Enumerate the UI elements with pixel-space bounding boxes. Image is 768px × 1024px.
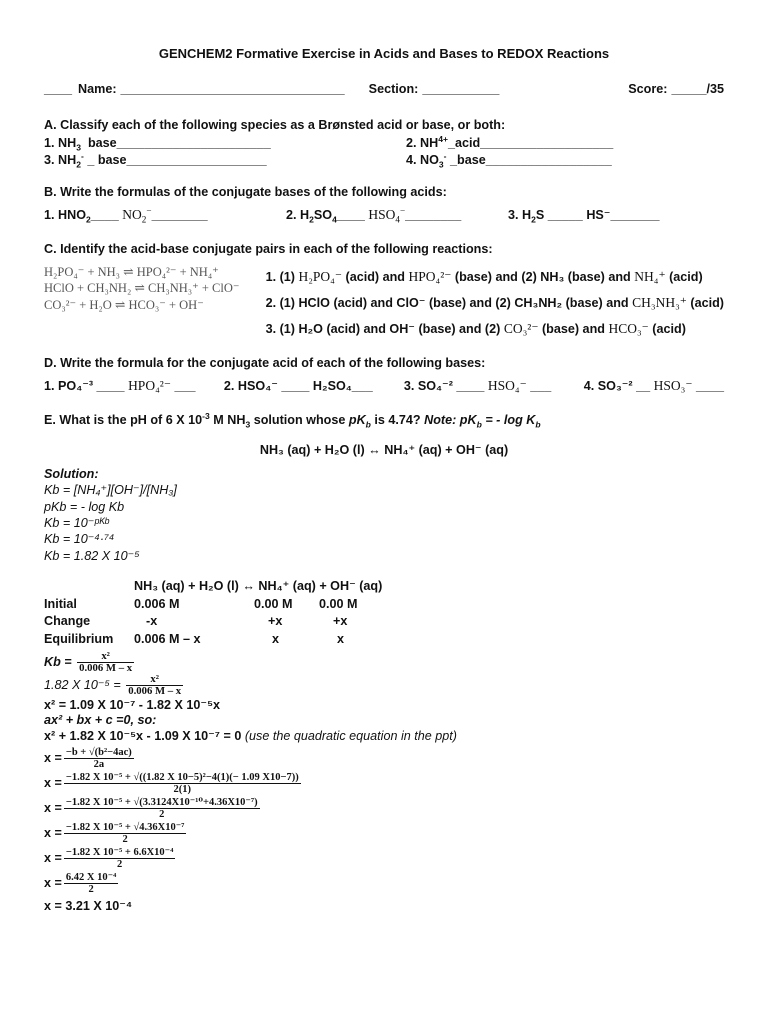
c3-text-2: (acid): [648, 322, 686, 337]
section-label: Section:: [368, 82, 419, 97]
quad-num-1: −b + √(b²−4ac): [65, 746, 132, 758]
ice-row-change: [44, 613, 724, 631]
kb-value-fraction: [126, 674, 183, 697]
reaction-equation: NH₃ (aq) + H₂O (l) ↔ NH₄⁺ (aq) + OH⁻ (aq): [259, 442, 509, 457]
section-a-heading: A. Classify each of the following species as a Brønsted acid or base, or both:: [44, 117, 506, 132]
b3-tail: _______: [610, 207, 660, 222]
x-eq: x =: [44, 750, 62, 765]
b2-answer-sub: 4: [395, 214, 400, 225]
d3-text: 3. SO₄⁻² ____: [403, 379, 485, 394]
ice-table: [44, 578, 724, 649]
q4-sup: -: [443, 151, 447, 162]
d3-tail: ___: [526, 379, 552, 394]
section-a-q1: [44, 136, 406, 152]
quad-fraction-3: [64, 797, 260, 820]
section-a-q4: [406, 153, 612, 169]
e-heading-a: E. What is the pH of 6 X 10: [44, 413, 203, 428]
section-c-body: [44, 264, 724, 343]
b2-line: ____: [336, 207, 365, 222]
q4-sub: 3: [438, 159, 444, 170]
quad-num-6: 6.42 X 10⁻⁴: [65, 871, 117, 883]
b1-sub: 2: [86, 214, 91, 225]
x-squared-line: x² = 1.09 X 10⁻⁷ - 1.82 X 10⁻⁵x: [44, 697, 220, 712]
q3-label: 3. NH: [44, 153, 77, 168]
q1-label: 1. NH: [44, 135, 77, 150]
ice-header: NH₃ (aq) + H₂O (l) ↔ NH₄⁺ (aq) + OH⁻ (aq): [134, 579, 383, 594]
step-4: Kb = 10⁻⁴·⁷⁴: [44, 532, 115, 547]
kb-value-denominator: 0.006 M – x: [128, 685, 182, 698]
e-heading-b: M NH: [209, 413, 246, 428]
x-eq: x =: [44, 800, 62, 815]
reaction-3: CO₃²⁻ + H₂O ⇌ HCO₃⁻ + OH⁻: [44, 298, 204, 313]
section-d-q4: [584, 378, 724, 395]
quad-num-5: −1.82 X 10⁻⁵ + 6.6X10⁻⁴: [65, 846, 174, 858]
quad-fraction-5: [64, 847, 176, 870]
score-label: Score:: [628, 82, 668, 97]
name-label: Name:: [78, 82, 117, 97]
solution-label: Solution:: [44, 466, 99, 481]
q3-answer: _ base____________________: [87, 153, 267, 168]
section-c-heading: C. Identify the acid-base conjugate pairs in each of the following reactions:: [44, 241, 493, 256]
e-heading-d: is 4.74?: [370, 413, 425, 428]
e-heading-pk-sub: b: [365, 419, 371, 430]
ice-cell: +x: [268, 614, 283, 629]
step-3: Kb = 10⁻ᵖᴷᵇ: [44, 516, 109, 530]
section-d-q2: 2. HSO₄⁻ ____ H₂SO₄___: [223, 379, 373, 394]
step-2: pKb = - log Kb: [44, 499, 125, 514]
c1-species-3: NH₄⁺: [634, 268, 666, 284]
q2-sup: 4+: [438, 133, 448, 144]
b2-answer-sup: −: [399, 205, 406, 216]
c3-species-1: CO₃²⁻: [503, 321, 539, 337]
b1-answer: [122, 205, 152, 225]
quad-den-2: 2(1): [173, 783, 192, 795]
ice-label: Equilibrium: [44, 631, 114, 646]
c1-species-2: HPO₄²⁻: [408, 268, 452, 284]
solution-steps: [44, 482, 724, 564]
e-heading-pk: pK: [348, 413, 366, 428]
b1-text: 1. HNO: [44, 207, 86, 222]
q4-answer: _base__________________: [450, 153, 612, 168]
c1-text-2: (base) and (2) NH₃ (base) and: [451, 269, 635, 284]
ice-cell: x: [337, 631, 345, 646]
name-field[interactable]: ________________________________: [120, 82, 345, 97]
quadratic-note: (use the quadratic equation in the ppt): [241, 728, 457, 743]
kb-value-lhs: 1.82 X 10⁻⁵ =: [44, 678, 121, 693]
quad-den-3: 2: [159, 808, 165, 820]
quad-step-6: [44, 872, 724, 895]
step-5: Kb = 1.82 X 10⁻⁵: [44, 548, 140, 563]
ice-cell: x: [272, 631, 280, 646]
quad-den-4: 2: [122, 833, 128, 845]
b3-answer: HS⁻: [586, 207, 611, 222]
quad-fraction-2: [64, 772, 301, 795]
c1-text-3: (acid): [665, 269, 703, 284]
b1-tail: ________: [151, 207, 208, 222]
quad-step-1: [44, 747, 724, 770]
d4-text: 4. SO₃⁻² __: [583, 379, 651, 394]
e-heading-c: solution whose: [250, 413, 349, 428]
section-d-q3: [404, 378, 584, 395]
section-a-q2: [406, 133, 614, 152]
c1-text-1: (acid) and: [342, 269, 409, 284]
kb-fraction: [77, 651, 134, 674]
b1-answer-sup: −: [146, 205, 152, 216]
step-1: Kb = [NH₄⁺][OH⁻]/[NH₃]: [44, 483, 177, 498]
q1-answer: base______________________: [87, 135, 271, 150]
section-field[interactable]: ___________: [422, 82, 500, 97]
x-eq: x =: [44, 875, 62, 890]
q4-label: 4. NO: [406, 153, 439, 168]
b3-text: 3. H: [508, 207, 532, 222]
b2-sub1: 2: [309, 214, 314, 225]
kb-denominator: 0.006 M – x: [79, 661, 133, 674]
standard-form: ax² + bx + c =0, so:: [44, 713, 157, 728]
final-answer: x = 3.21 X 10⁻⁴: [44, 898, 133, 913]
kb-expression: [44, 651, 724, 674]
ice-cell: 0.00 M: [254, 596, 293, 611]
b2-sub2: 4: [332, 214, 337, 225]
b1-answer-base: NO: [122, 206, 142, 222]
e-heading-exp: -3: [202, 410, 210, 421]
c3-text: 3. (1) H₂O (acid) and OH⁻ (base) and (2): [265, 322, 504, 337]
d4-tail: ____: [692, 379, 724, 394]
x-eq: x =: [44, 825, 62, 840]
quad-den-6: 2: [88, 883, 94, 895]
ice-cell: 0.006 M: [134, 596, 180, 611]
quad-num-3: −1.82 X 10⁻⁵ + √(3.3124X10⁻¹⁰+4.36X10⁻⁷): [65, 796, 258, 808]
header-row: [44, 82, 724, 98]
section-a-row-2: [44, 153, 724, 169]
reaction-list: [44, 264, 266, 315]
quadratic-steps: [44, 747, 724, 895]
e-heading-sub: 3: [245, 419, 251, 430]
x-eq: x =: [44, 775, 62, 790]
d4-answer: HSO₃⁻: [653, 378, 693, 394]
q2-answer: _acid___________________: [447, 135, 614, 150]
x-eq: x =: [44, 850, 62, 865]
kb-value-numerator: x²: [126, 674, 183, 686]
reaction-1: H₂PO₄⁻ + NH₃ ⇌ HPO₄²⁻ + NH₄⁺: [44, 264, 219, 279]
q1-sub: 3: [76, 142, 81, 153]
ice-cell: 0.006 M – x: [134, 631, 201, 646]
section-b-q1: [44, 207, 286, 224]
b3-text-b: S: [535, 207, 545, 222]
q2-label: 2. NH: [406, 135, 439, 150]
reaction-2: HClO + CH₃NH₂ ⇌ CH₃NH₃⁺ + ClO⁻: [44, 281, 240, 296]
section-b-q2: [286, 207, 508, 224]
b2-answer: [368, 205, 406, 225]
d3-answer: HSO₄⁻: [487, 378, 527, 394]
section-b-q3: [508, 208, 660, 224]
kb-numerator: x²: [77, 651, 134, 663]
q3-sup: -: [80, 151, 84, 162]
e-heading-note: Note: pK: [424, 413, 477, 428]
c3-text-1: (base) and: [538, 322, 609, 337]
pair-answers: [266, 264, 724, 343]
e-heading-note-tail: = - log K: [481, 413, 536, 428]
b3-sub: 2: [531, 214, 536, 225]
section-b-row: [44, 207, 724, 224]
section-b-heading: B. Write the formulas of the conjugate bases of the following acids:: [44, 185, 447, 200]
quad-step-5: [44, 847, 724, 870]
section-d-row: [44, 378, 724, 395]
e-heading-note-sub2: b: [535, 419, 541, 430]
kb-lhs: Kb =: [44, 654, 72, 669]
quad-den-5: 2: [116, 858, 123, 870]
c1-num: 1. (1): [265, 269, 299, 284]
c1-species-1: H₂PO₄⁻: [298, 268, 343, 284]
pair-answer-3: [266, 316, 724, 342]
quadratic-equation: x² + 1.82 X 10⁻⁵x - 1.09 X 10⁻⁷ = 0: [44, 728, 242, 743]
section-a-row-1: [44, 133, 724, 153]
ice-label: Change: [44, 614, 91, 629]
worksheet-title: GENCHEM2 Formative Exercise in Acids and Bases to REDOX Reactions: [158, 46, 610, 61]
score-field[interactable]: _____/35: [671, 82, 724, 97]
b1-line: ____: [90, 207, 119, 222]
b2-text: 2. H: [286, 207, 310, 222]
ice-cell: +x: [333, 614, 348, 629]
ice-cell: 0.00 M: [319, 596, 358, 611]
kb-value-expression: [44, 674, 724, 697]
section-d-q1: [44, 378, 224, 395]
b3-line: _____: [547, 207, 583, 222]
ice-row-initial: [44, 596, 724, 614]
d1-text: 1. PO₄⁻³ ____: [44, 379, 125, 394]
quad-num-4: −1.82 X 10⁻⁵ + √4.36X10⁻⁷: [65, 821, 185, 833]
quad-step-4: [44, 822, 724, 845]
b2-text-b: SO: [313, 207, 333, 222]
c2-text-1: (acid): [686, 295, 724, 310]
e-heading-note-sub: b: [476, 419, 482, 430]
pair-answer-1: [266, 264, 724, 290]
q3-sub: 2: [76, 159, 81, 170]
b1-answer-sub: 2: [141, 214, 147, 225]
quad-fraction-1: [64, 747, 134, 770]
ice-label: Initial: [44, 596, 77, 611]
ice-cell: -x: [146, 614, 158, 629]
b2-answer-base: HSO: [368, 206, 396, 222]
quadratic-line: [44, 729, 724, 745]
quad-num-2: −1.82 X 10⁻⁵ + √((1.82 X 10−5)²−4(1)(− 1.09 X10−7)): [65, 771, 299, 783]
ice-row-equilibrium: [44, 631, 724, 649]
section-e-heading: [44, 410, 724, 430]
quad-fraction-6: [64, 872, 118, 895]
quad-den-1: 2a: [93, 758, 105, 770]
blank-line: ____: [44, 82, 73, 97]
quad-step-2: [44, 772, 724, 795]
section-a-q3: [44, 153, 406, 169]
section-d-heading: D. Write the formula for the conjugate acid of each of the following bases:: [44, 356, 486, 371]
d1-tail: ___: [170, 379, 196, 394]
b2-tail: ________: [405, 207, 462, 222]
d1-answer: HPO₄²⁻: [128, 378, 171, 394]
c2-species-1: CH₃NH₃⁺: [632, 294, 687, 310]
c2-text: 2. (1) HClO (acid) and ClO⁻ (base) and (2) CH₃NH₂ (base) and: [265, 295, 633, 310]
quad-fraction-4: [64, 822, 187, 845]
c3-species-2: HCO₃⁻: [608, 321, 649, 337]
pair-answer-2: [266, 290, 724, 316]
quad-step-3: [44, 797, 724, 820]
